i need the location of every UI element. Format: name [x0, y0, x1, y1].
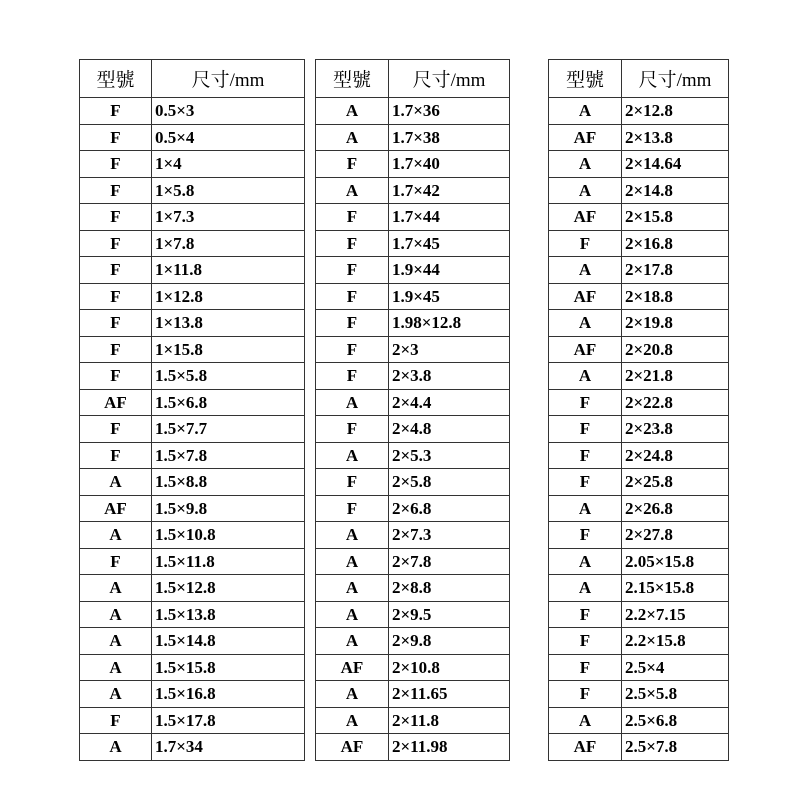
model-type-cell: A	[316, 442, 389, 469]
model-type-cell: AF	[549, 336, 622, 363]
size-cell: 2×5.3	[389, 442, 510, 469]
model-type-cell: A	[549, 363, 622, 390]
table-row	[316, 204, 510, 231]
table-row	[549, 204, 729, 231]
model-type-cell: F	[316, 495, 389, 522]
model-type-cell: A	[80, 575, 152, 602]
size-cell: 2×5.8	[389, 469, 510, 496]
table-row	[316, 575, 510, 602]
table-row	[549, 230, 729, 257]
size-cell: 2×14.8	[622, 177, 729, 204]
model-type-cell: A	[80, 681, 152, 708]
model-type-cell: F	[316, 283, 389, 310]
model-type-cell: A	[80, 469, 152, 496]
model-type-cell: F	[549, 522, 622, 549]
model-type-cell: F	[316, 151, 389, 178]
model-type-cell: A	[549, 151, 622, 178]
table-row	[316, 177, 510, 204]
size-column-header: 尺寸/mm	[152, 60, 305, 98]
model-type-cell: A	[80, 522, 152, 549]
size-cell: 1.5×7.7	[152, 416, 305, 443]
model-type-cell: A	[549, 707, 622, 734]
size-cell: 2×8.8	[389, 575, 510, 602]
size-cell: 1.5×10.8	[152, 522, 305, 549]
size-cell: 2.15×15.8	[622, 575, 729, 602]
table-row	[316, 416, 510, 443]
table-row	[316, 707, 510, 734]
table-row	[80, 548, 305, 575]
size-cell: 2×27.8	[622, 522, 729, 549]
table-row	[316, 654, 510, 681]
model-type-cell: A	[316, 628, 389, 655]
table-row	[80, 495, 305, 522]
size-cell: 2×26.8	[622, 495, 729, 522]
model-type-cell: F	[316, 230, 389, 257]
size-cell: 1.5×14.8	[152, 628, 305, 655]
model-type-cell: F	[549, 681, 622, 708]
model-type-cell: F	[80, 230, 152, 257]
model-type-cell: F	[549, 442, 622, 469]
model-type-cell: A	[80, 654, 152, 681]
model-type-cell: AF	[549, 283, 622, 310]
model-type-cell: F	[316, 416, 389, 443]
type-column-header: 型號	[549, 60, 622, 98]
size-cell: 0.5×4	[152, 124, 305, 151]
model-type-cell: F	[316, 257, 389, 284]
table-row	[80, 734, 305, 761]
size-cell: 1×5.8	[152, 177, 305, 204]
model-type-cell: F	[316, 469, 389, 496]
size-cell: 1.7×42	[389, 177, 510, 204]
size-cell: 2×23.8	[622, 416, 729, 443]
table-row	[549, 707, 729, 734]
size-cell: 1.5×7.8	[152, 442, 305, 469]
model-type-cell: F	[316, 363, 389, 390]
table-row	[549, 575, 729, 602]
table-row	[549, 654, 729, 681]
size-cell: 1.5×9.8	[152, 495, 305, 522]
table-row	[316, 389, 510, 416]
table-row	[80, 654, 305, 681]
model-type-cell: F	[549, 601, 622, 628]
table-row	[549, 283, 729, 310]
table-row	[80, 283, 305, 310]
table-row	[80, 98, 305, 125]
size-cell: 1.5×6.8	[152, 389, 305, 416]
model-type-cell: AF	[80, 495, 152, 522]
size-cell: 2×4.8	[389, 416, 510, 443]
size-cell: 2×15.8	[622, 204, 729, 231]
model-type-cell: F	[549, 389, 622, 416]
size-cell: 2×9.5	[389, 601, 510, 628]
model-type-cell: A	[316, 124, 389, 151]
table-row	[549, 151, 729, 178]
table-row	[80, 310, 305, 337]
table-row	[80, 257, 305, 284]
model-type-cell: A	[316, 177, 389, 204]
size-cell: 1×15.8	[152, 336, 305, 363]
size-cell: 2×6.8	[389, 495, 510, 522]
spec-table-1	[79, 59, 305, 761]
table-row	[316, 151, 510, 178]
table-body	[549, 98, 729, 761]
size-cell: 1.98×12.8	[389, 310, 510, 337]
table-row	[549, 98, 729, 125]
model-type-cell: AF	[549, 124, 622, 151]
table-row	[549, 548, 729, 575]
size-cell: 1.5×8.8	[152, 469, 305, 496]
table-row	[316, 257, 510, 284]
size-cell: 1.5×13.8	[152, 601, 305, 628]
model-type-cell: AF	[549, 734, 622, 761]
model-type-cell: F	[80, 336, 152, 363]
spec-table-3	[548, 59, 729, 761]
table-row	[80, 177, 305, 204]
size-column-header: 尺寸/mm	[622, 60, 729, 98]
model-type-cell: F	[80, 442, 152, 469]
type-column-header: 型號	[80, 60, 152, 98]
size-cell: 2×13.8	[622, 124, 729, 151]
table-row	[80, 601, 305, 628]
size-cell: 2×11.8	[389, 707, 510, 734]
table-row	[316, 336, 510, 363]
size-cell: 2×12.8	[622, 98, 729, 125]
model-type-cell: F	[80, 257, 152, 284]
table-row	[80, 151, 305, 178]
type-column-header: 型號	[316, 60, 389, 98]
size-cell: 2.5×7.8	[622, 734, 729, 761]
size-cell: 2×21.8	[622, 363, 729, 390]
size-cell: 1.9×44	[389, 257, 510, 284]
table-row	[549, 336, 729, 363]
size-cell: 2×14.64	[622, 151, 729, 178]
table-row	[80, 575, 305, 602]
model-type-cell: AF	[549, 204, 622, 231]
table-row	[316, 628, 510, 655]
size-cell: 1.7×45	[389, 230, 510, 257]
size-cell: 2×24.8	[622, 442, 729, 469]
model-type-cell: A	[549, 257, 622, 284]
model-type-cell: F	[80, 416, 152, 443]
table-row	[549, 495, 729, 522]
size-cell: 2.5×5.8	[622, 681, 729, 708]
size-cell: 1.5×15.8	[152, 654, 305, 681]
table-row	[80, 363, 305, 390]
model-type-cell: F	[549, 230, 622, 257]
size-cell: 1.5×12.8	[152, 575, 305, 602]
model-type-cell: A	[316, 548, 389, 575]
table-row	[316, 363, 510, 390]
model-type-cell: A	[80, 628, 152, 655]
model-type-cell: F	[80, 548, 152, 575]
size-cell: 2×3	[389, 336, 510, 363]
size-cell: 1.5×5.8	[152, 363, 305, 390]
size-cell: 1.7×40	[389, 151, 510, 178]
size-cell: 1×13.8	[152, 310, 305, 337]
model-type-cell: A	[316, 681, 389, 708]
size-cell: 1×4	[152, 151, 305, 178]
size-cell: 1×12.8	[152, 283, 305, 310]
table-row	[80, 230, 305, 257]
size-column-header: 尺寸/mm	[389, 60, 510, 98]
table-row	[549, 628, 729, 655]
table-row	[316, 522, 510, 549]
size-cell: 2×7.8	[389, 548, 510, 575]
size-cell: 2×9.8	[389, 628, 510, 655]
size-cell: 2×10.8	[389, 654, 510, 681]
table-row	[80, 389, 305, 416]
size-cell: 1.7×44	[389, 204, 510, 231]
table-row	[80, 707, 305, 734]
model-type-cell: F	[549, 628, 622, 655]
size-cell: 2.05×15.8	[622, 548, 729, 575]
size-cell: 1.5×11.8	[152, 548, 305, 575]
size-cell: 2×11.65	[389, 681, 510, 708]
model-type-cell: A	[316, 389, 389, 416]
table-row	[316, 310, 510, 337]
model-type-cell: F	[549, 416, 622, 443]
model-type-cell: F	[80, 177, 152, 204]
model-type-cell: F	[80, 151, 152, 178]
size-cell: 2×3.8	[389, 363, 510, 390]
table-header-row	[80, 60, 305, 98]
size-cell: 2.5×6.8	[622, 707, 729, 734]
table-row	[549, 469, 729, 496]
table-row	[549, 681, 729, 708]
table-row	[80, 416, 305, 443]
table-row	[549, 442, 729, 469]
table-row	[549, 177, 729, 204]
table-row	[80, 442, 305, 469]
table-row	[549, 310, 729, 337]
model-type-cell: F	[80, 204, 152, 231]
size-cell: 2×11.98	[389, 734, 510, 761]
model-type-cell: A	[549, 548, 622, 575]
size-cell: 2×18.8	[622, 283, 729, 310]
model-type-cell: A	[316, 575, 389, 602]
size-cell: 2×16.8	[622, 230, 729, 257]
table-row	[549, 416, 729, 443]
model-type-cell: A	[316, 601, 389, 628]
model-type-cell: F	[316, 310, 389, 337]
table-row	[316, 495, 510, 522]
size-cell: 1.7×36	[389, 98, 510, 125]
table-row	[80, 124, 305, 151]
size-cell: 1.5×17.8	[152, 707, 305, 734]
table-row	[549, 601, 729, 628]
size-cell: 2.2×7.15	[622, 601, 729, 628]
model-type-cell: A	[549, 177, 622, 204]
table-row	[316, 548, 510, 575]
table-row	[80, 469, 305, 496]
size-cell: 2×4.4	[389, 389, 510, 416]
table-row	[316, 230, 510, 257]
model-type-cell: A	[549, 310, 622, 337]
table-row	[80, 628, 305, 655]
size-cell: 1.7×34	[152, 734, 305, 761]
model-type-cell: AF	[316, 734, 389, 761]
table-row	[316, 283, 510, 310]
model-type-cell: A	[549, 98, 622, 125]
size-cell: 1×7.8	[152, 230, 305, 257]
model-type-cell: A	[549, 495, 622, 522]
model-type-cell: F	[80, 707, 152, 734]
size-cell: 1.9×45	[389, 283, 510, 310]
size-cell: 1.5×16.8	[152, 681, 305, 708]
size-cell: 2×22.8	[622, 389, 729, 416]
model-type-cell: AF	[316, 654, 389, 681]
table-row	[316, 469, 510, 496]
spec-table-2	[315, 59, 510, 761]
model-type-cell: AF	[80, 389, 152, 416]
model-type-cell: F	[80, 283, 152, 310]
table-row	[316, 734, 510, 761]
size-cell: 2.2×15.8	[622, 628, 729, 655]
table-row	[316, 442, 510, 469]
model-type-cell: F	[316, 336, 389, 363]
model-type-cell: A	[80, 734, 152, 761]
model-type-cell: A	[316, 522, 389, 549]
model-type-cell: A	[316, 98, 389, 125]
table-row	[80, 522, 305, 549]
size-cell: 1×7.3	[152, 204, 305, 231]
model-type-cell: F	[549, 654, 622, 681]
model-type-cell: F	[80, 124, 152, 151]
size-cell: 2×17.8	[622, 257, 729, 284]
table-row	[80, 681, 305, 708]
table-row	[80, 336, 305, 363]
table-row	[80, 204, 305, 231]
table-body	[316, 98, 510, 761]
table-body	[80, 98, 305, 761]
model-type-cell: A	[316, 707, 389, 734]
model-type-cell: F	[80, 363, 152, 390]
table-row	[549, 363, 729, 390]
table-header-row	[316, 60, 510, 98]
table-row	[549, 522, 729, 549]
size-cell: 0.5×3	[152, 98, 305, 125]
size-cell: 2×19.8	[622, 310, 729, 337]
table-row	[549, 124, 729, 151]
model-type-cell: F	[549, 469, 622, 496]
size-cell: 2×25.8	[622, 469, 729, 496]
table-row	[316, 601, 510, 628]
table-row	[549, 389, 729, 416]
table-row	[316, 98, 510, 125]
size-cell: 1×11.8	[152, 257, 305, 284]
table-row	[316, 681, 510, 708]
model-type-cell: A	[80, 601, 152, 628]
table-header-row	[549, 60, 729, 98]
size-cell: 1.7×38	[389, 124, 510, 151]
size-cell: 2×7.3	[389, 522, 510, 549]
table-row	[316, 124, 510, 151]
model-type-cell: F	[80, 98, 152, 125]
size-cell: 2.5×4	[622, 654, 729, 681]
model-type-cell: F	[80, 310, 152, 337]
size-cell: 2×20.8	[622, 336, 729, 363]
model-type-cell: F	[316, 204, 389, 231]
model-type-cell: A	[549, 575, 622, 602]
table-row	[549, 257, 729, 284]
table-row	[549, 734, 729, 761]
